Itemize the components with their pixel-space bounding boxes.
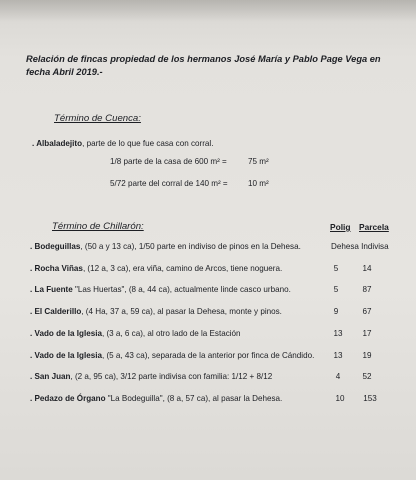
property-description: , (50 a y 13 ca), 1/50 parte en indiviso de pinos en la Dehesa.	[80, 242, 301, 251]
property-description: , (4 Ha, 37 a, 59 ca), al pasar la Dehesa, monte y pinos.	[81, 307, 282, 316]
property-row	[30, 264, 282, 273]
poligono-value: 4	[335, 372, 341, 381]
title-line-2: fecha Abril 2019.-	[26, 67, 103, 77]
property-description: , (3 a, 6 ca), al otro lado de la Estación	[101, 329, 241, 338]
property-description: , (2 a, 95 ca), 3/12 parte indivisa con familia: 1/12 + 8/12	[70, 372, 273, 381]
property-row	[30, 394, 282, 403]
property-name: . San Juan	[30, 372, 71, 381]
calc-text: 5/72 parte del corral de 140 m² =	[110, 179, 228, 188]
column-header-parcela: Parcela	[359, 222, 389, 232]
section-heading-chillaron: Término de Chillarón:	[52, 221, 144, 232]
calc-line-corral	[110, 179, 269, 188]
parcela-value: 19	[362, 351, 372, 360]
poligono-value: 13	[333, 329, 343, 338]
property-row	[30, 242, 301, 251]
calc-line-house	[110, 157, 269, 166]
poligono-value: 10	[335, 394, 345, 403]
entry-description: , parte de lo que fue casa con corral.	[82, 139, 214, 148]
property-row	[30, 285, 291, 294]
dehesa-indivisa-value: Dehesa Indivisa	[331, 242, 389, 251]
property-row	[30, 351, 314, 360]
section-heading-cuenca: Término de Cuenca:	[54, 113, 141, 124]
parcela-value: 52	[362, 372, 372, 381]
property-name: . El Calderillo	[30, 307, 82, 316]
parcela-value: 17	[362, 329, 372, 338]
poligono-value: 13	[333, 351, 343, 360]
property-name: . Vado de la Iglesia	[30, 329, 102, 338]
property-name: . Pedazo de Órgano	[30, 394, 106, 403]
property-description: , (12 a, 3 ca), era viña, camino de Arcos, tiene noguera.	[82, 264, 283, 273]
property-name: . La Fuente	[30, 285, 73, 294]
property-name: . Vado de la Iglesia	[30, 351, 102, 360]
entry-albaladejito	[32, 139, 213, 148]
property-row	[30, 372, 272, 381]
calc-result: 10 m²	[248, 179, 269, 188]
parcela-value: 87	[362, 285, 372, 294]
calc-result: 75 m²	[248, 157, 269, 166]
parcela-value: 14	[362, 264, 372, 273]
title-line-1: Relación de fincas propiedad de los hermanos José María y Pablo Page Vega en	[26, 54, 381, 64]
poligono-value: 5	[333, 264, 339, 273]
parcela-value: 153	[363, 394, 377, 403]
property-row	[30, 329, 241, 338]
property-description: "La Bodeguilla", (8 a, 57 ca), al pasar la Dehesa.	[105, 394, 283, 403]
entry-name: . Albaladejito	[32, 139, 83, 148]
property-description: "Las Huertas", (8 a, 44 ca), actualmente linde casco urbano.	[72, 285, 291, 294]
property-name: . Bodeguillas	[30, 242, 81, 251]
property-name: . Rocha Viñas	[30, 264, 83, 273]
calc-text: 1/8 parte de la casa de 600 m² =	[110, 157, 227, 166]
property-row	[30, 307, 282, 316]
page-top-shadow	[0, 0, 416, 22]
poligono-value: 5	[333, 285, 339, 294]
document-title	[26, 53, 396, 79]
column-header-poligono: Polig	[330, 222, 351, 232]
poligono-value: 9	[333, 307, 339, 316]
property-description: , (5 a, 43 ca), separada de la anterior por finca de Cándido.	[101, 351, 315, 360]
parcela-value: 67	[362, 307, 372, 316]
